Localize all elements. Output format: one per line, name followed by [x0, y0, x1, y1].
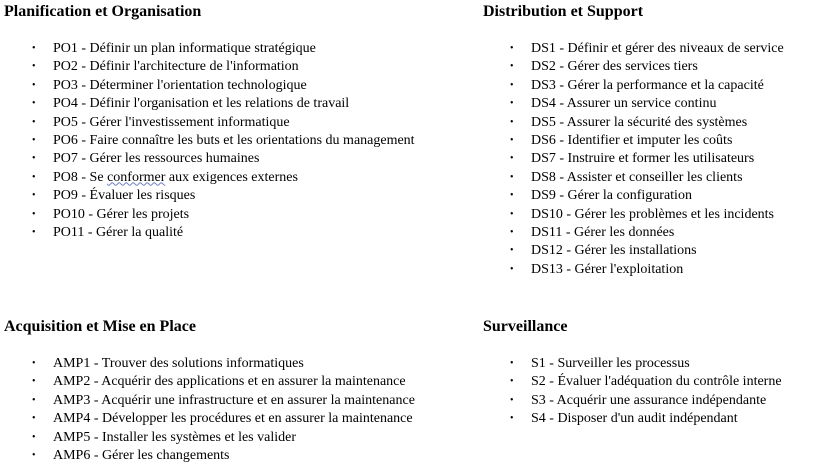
list-item-text: DS13 - Gérer l'exploitation — [531, 261, 684, 277]
bullet-icon: • — [32, 208, 36, 220]
list-item-text: DS8 - Assister et conseiller les clients — [531, 169, 743, 185]
list-item-text: S3 - Acquérir une assurance indépendante — [531, 392, 767, 408]
bullet-icon: • — [510, 171, 514, 183]
list-item-text: PO8 - Se conformer aux exigences externes — [53, 169, 298, 185]
list-item — [32, 392, 415, 410]
bullet-icon: • — [510, 263, 514, 275]
list-item — [510, 373, 782, 391]
list-item-text: PO10 - Gérer les projets — [53, 206, 190, 222]
process-list — [32, 355, 415, 465]
list-item-text: DS6 - Identifier et imputer les coûts — [531, 132, 733, 148]
bullet-icon: • — [510, 413, 514, 425]
bullet-icon: • — [32, 413, 36, 425]
list-item — [32, 355, 415, 373]
list-item — [510, 114, 784, 132]
list-item — [510, 392, 782, 410]
bullet-icon: • — [32, 358, 36, 369]
list-item-text: AMP1 - Trouver des solutions informatiques — [53, 356, 304, 371]
list-item-text: PO3 - Déterminer l'orientation technologique — [53, 77, 307, 93]
list-item — [32, 77, 415, 95]
list-item-text: DS2 - Gérer des services tiers — [531, 59, 698, 75]
list-item — [32, 224, 415, 242]
bullet-icon: • — [510, 358, 514, 369]
list-item — [32, 132, 415, 150]
section-surveillance — [483, 317, 782, 429]
bullet-icon: • — [510, 98, 514, 110]
bullet-icon: • — [32, 431, 36, 443]
list-item — [510, 95, 784, 113]
list-item — [510, 355, 782, 373]
process-list — [32, 40, 415, 242]
bullet-icon: • — [32, 226, 36, 238]
list-item — [32, 150, 415, 168]
list-item — [32, 169, 415, 187]
list-item-text: AMP3 - Acquérir une infrastructure et en assurer la maintenance — [53, 392, 415, 408]
bullet-icon: • — [32, 61, 36, 73]
bullet-icon: • — [510, 245, 514, 257]
list-item-text: DS10 - Gérer les problèmes et les incidents — [531, 206, 774, 222]
list-item — [32, 447, 415, 465]
list-item-text: DS4 - Assurer un service continu — [531, 96, 717, 112]
list-item-text: AMP2 - Acquérir des applications et en assurer la maintenance — [53, 374, 406, 390]
list-item — [32, 373, 415, 391]
list-item — [510, 224, 784, 242]
list-item — [32, 206, 415, 224]
bullet-icon: • — [510, 394, 514, 406]
list-item — [510, 150, 784, 168]
bullet-icon: • — [32, 98, 36, 110]
list-item-text: DS7 - Instruire et former les utilisateurs — [531, 151, 755, 167]
list-item-text: DS12 - Gérer les installations — [531, 243, 697, 259]
list-item-text: PO6 - Faire connaître les buts et les orientations du management — [53, 132, 415, 148]
bullet-icon: • — [32, 79, 36, 91]
bullet-icon: • — [510, 190, 514, 202]
bullet-icon: • — [510, 376, 514, 388]
list-item-text: PO7 - Gérer les ressources humaines — [53, 151, 260, 167]
list-item — [32, 58, 415, 76]
section-distribution-support — [483, 2, 784, 279]
bullet-icon: • — [32, 43, 36, 54]
list-item — [510, 58, 784, 76]
bullet-icon: • — [510, 61, 514, 73]
bullet-icon: • — [510, 134, 514, 146]
list-item — [510, 40, 784, 58]
bullet-icon: • — [510, 226, 514, 238]
list-item — [32, 114, 415, 132]
section-acquisition-mise-en-place — [4, 317, 415, 465]
list-item-text: S1 - Surveiller les processus — [531, 356, 690, 371]
list-item — [32, 410, 415, 428]
list-item-text: DS11 - Gérer les données — [531, 224, 675, 240]
list-item-text: DS9 - Gérer la configuration — [531, 188, 692, 204]
list-item — [510, 261, 784, 279]
list-item — [32, 95, 415, 113]
list-item-text: S4 - Disposer d'un audit indépendant — [531, 411, 738, 427]
section-title: Planification et Organisation — [4, 3, 202, 20]
list-item — [510, 242, 784, 260]
section-title: Acquisition et Mise en Place — [4, 318, 196, 335]
list-item — [32, 40, 415, 58]
list-item-text: PO4 - Définir l'organisation et les relations de travail — [53, 96, 350, 112]
bullet-icon: • — [32, 153, 36, 165]
list-item — [510, 206, 784, 224]
list-item-text: PO5 - Gérer l'investissement informatique — [53, 114, 290, 130]
list-item-text: PO9 - Évaluer les risques — [53, 188, 196, 204]
list-item-text: AMP4 - Développer les procédures et en assurer la maintenance — [53, 411, 413, 427]
list-item — [510, 132, 784, 150]
section-planification-organisation — [4, 2, 415, 242]
section-title: Surveillance — [483, 318, 568, 335]
section-title: Distribution et Support — [483, 3, 644, 20]
bullet-icon: • — [32, 116, 36, 128]
list-item-text: PO1 - Définir un plan informatique stratégique — [53, 41, 316, 56]
bullet-icon: • — [510, 79, 514, 91]
process-list — [510, 355, 782, 429]
list-item-text: AMP5 - Installer les systèmes et les valider — [53, 429, 297, 445]
bullet-icon: • — [510, 208, 514, 220]
list-item-text: DS5 - Assurer la sécurité des systèmes — [531, 114, 748, 130]
bullet-icon: • — [32, 190, 36, 202]
list-item — [510, 77, 784, 95]
list-item — [510, 169, 784, 187]
list-item — [510, 187, 784, 205]
list-item-text: AMP6 - Gérer les changements — [53, 447, 230, 463]
bullet-icon: • — [32, 376, 36, 388]
bullet-icon: • — [32, 171, 36, 183]
list-item-text: DS1 - Définir et gérer des niveaux de service — [531, 41, 784, 56]
list-item-text: DS3 - Gérer la performance et la capacité — [531, 77, 764, 93]
list-item-text: PO2 - Définir l'architecture de l'information — [53, 59, 299, 75]
list-item — [510, 410, 782, 428]
list-item-text: S2 - Évaluer l'adéquation du contrôle interne — [531, 374, 782, 390]
bullet-icon: • — [510, 153, 514, 165]
bullet-icon: • — [32, 394, 36, 406]
bullet-icon: • — [32, 134, 36, 146]
list-item-text: PO11 - Gérer la qualité — [53, 224, 184, 240]
bullet-icon: • — [510, 43, 514, 54]
list-item — [32, 429, 415, 447]
bullet-icon: • — [32, 449, 36, 461]
process-list — [510, 40, 784, 279]
list-item — [32, 187, 415, 205]
bullet-icon: • — [510, 116, 514, 128]
